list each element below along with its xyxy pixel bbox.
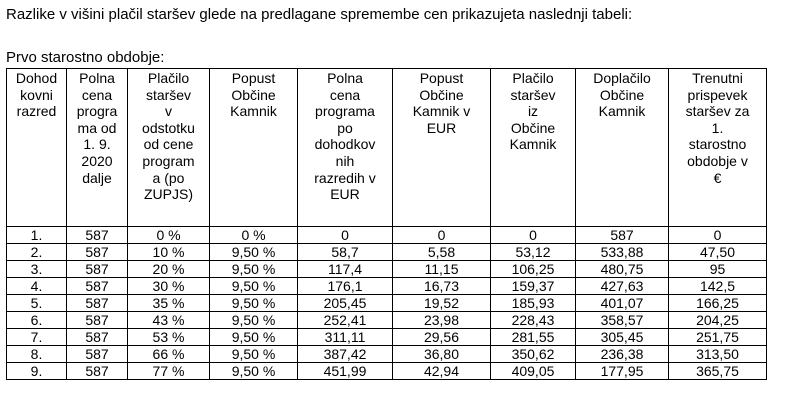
table-cell: 53,12	[491, 244, 576, 261]
table-row	[7, 278, 767, 295]
table-cell: 587	[67, 244, 128, 261]
column-header-7	[491, 69, 576, 227]
table-cell: 43 %	[128, 312, 210, 329]
column-header-line: Kamnik v	[412, 103, 471, 120]
table-cell: 587	[67, 295, 128, 312]
column-header-line: dalje	[82, 169, 112, 186]
table-cell: 587	[67, 363, 128, 380]
table-cell: 19,52	[393, 295, 491, 312]
table-cell: 9,50 %	[210, 278, 298, 295]
intro-text: Razlike v višini plačil staršev glede na predlagane spremembe cen prikazujeta naslednji tabeli:	[6, 6, 633, 23]
table-row	[7, 312, 767, 329]
column-header-line: razredih v	[314, 169, 376, 186]
table-cell: 205,45	[298, 295, 393, 312]
table-cell: 66 %	[128, 346, 210, 363]
table-cell: 117,4	[298, 261, 393, 278]
table-subtitle: Prvo starostno obdobje:	[6, 49, 165, 66]
table-cell: 305,45	[576, 329, 669, 346]
table-cell: 387,42	[298, 346, 393, 363]
table-cell: 587	[67, 312, 128, 329]
table-cell: 159,37	[491, 278, 576, 295]
table-cell: 587	[67, 278, 128, 295]
table-cell: 36,80	[393, 346, 491, 363]
column-header-line: Plačilo	[147, 70, 190, 86]
column-header-line: prispevek	[687, 86, 748, 103]
table-cell: 4.	[7, 278, 67, 295]
table-cell: 58,7	[298, 244, 393, 261]
column-header-line: dohodkov	[314, 136, 376, 153]
table-row	[7, 295, 767, 312]
table-cell: 251,75	[669, 329, 767, 346]
column-header-line: po	[337, 119, 353, 136]
column-header-line: Občine	[599, 86, 645, 103]
table-cell: 350,62	[491, 346, 576, 363]
column-header-line: staršev za	[685, 103, 750, 120]
column-header-4	[210, 69, 298, 227]
column-header-line: 2020	[81, 152, 113, 169]
table-cell: 29,56	[393, 329, 491, 346]
table-cell: 451,99	[298, 363, 393, 380]
column-header-line: starostno	[688, 136, 747, 153]
table-cell: 0	[669, 227, 767, 244]
table-cell: 177,95	[576, 363, 669, 380]
column-header-line: Trenutni	[692, 70, 743, 86]
table-cell: 142,5	[669, 278, 767, 295]
column-header-1	[7, 69, 67, 227]
table-cell: 5.	[7, 295, 67, 312]
table-body	[7, 227, 767, 380]
table-cell: 311,11	[298, 329, 393, 346]
table-cell: 313,50	[669, 346, 767, 363]
table-cell: 9,50 %	[210, 244, 298, 261]
column-header-line: od cene	[143, 136, 194, 153]
table-cell: 480,75	[576, 261, 669, 278]
column-header-line: nih	[335, 152, 355, 169]
column-header-line: 1. 9.	[83, 136, 111, 153]
column-header-line: Kamnik	[230, 103, 277, 120]
table-cell: 0	[491, 227, 576, 244]
column-header-line: Kamnik	[509, 136, 557, 153]
table-cell: 185,93	[491, 295, 576, 312]
column-header-line: Doplačilo	[593, 70, 651, 86]
table-cell: 9,50 %	[210, 363, 298, 380]
table-cell: 77 %	[128, 363, 210, 380]
column-header-2	[67, 69, 128, 227]
column-header-line: Dohod	[15, 70, 58, 86]
table-cell: 587	[576, 227, 669, 244]
table-cell: 42,94	[393, 363, 491, 380]
table-cell: 236,38	[576, 346, 669, 363]
column-header-line: Kamnik	[598, 103, 646, 120]
table-row	[7, 227, 767, 244]
column-header-line: programa	[315, 103, 375, 120]
table-cell: 20 %	[128, 261, 210, 278]
column-header-line: Plačilo	[512, 70, 554, 86]
table-cell: 9,50 %	[210, 261, 298, 278]
table-cell: 1.	[7, 227, 67, 244]
table-cell: 9.	[7, 363, 67, 380]
table-row	[7, 261, 767, 278]
column-header-line: Popust	[419, 70, 464, 86]
table-cell: 587	[67, 227, 128, 244]
column-header-line: Občine	[231, 86, 276, 103]
table-cell: 10 %	[128, 244, 210, 261]
table-cell: 533,88	[576, 244, 669, 261]
column-header-line: 1.	[711, 119, 724, 136]
column-header-line: odstotku	[142, 119, 195, 136]
table-row	[7, 329, 767, 346]
column-header-line: progra	[76, 103, 118, 120]
column-header-line: cena	[329, 86, 361, 103]
table-row	[7, 244, 767, 261]
table-cell: 427,63	[576, 278, 669, 295]
column-header-line: staršev	[510, 86, 556, 103]
table-cell: 7.	[7, 329, 67, 346]
table-cell: 95	[669, 261, 767, 278]
table-cell: 8.	[7, 346, 67, 363]
table-cell: 30 %	[128, 278, 210, 295]
table-cell: 23,98	[393, 312, 491, 329]
table-cell: 0	[393, 227, 491, 244]
table-cell: 6.	[7, 312, 67, 329]
column-header-line: Občine	[510, 119, 556, 136]
column-header-line: Popust	[231, 70, 276, 86]
table-cell: 409,05	[491, 363, 576, 380]
table-cell: 9,50 %	[210, 295, 298, 312]
column-header-line: Občine	[419, 86, 464, 103]
table-cell: 228,43	[491, 312, 576, 329]
column-header-line: Polna	[327, 70, 363, 86]
column-header-line: cena	[81, 86, 113, 103]
column-header-5	[298, 69, 393, 227]
table-cell: 166,25	[669, 295, 767, 312]
table-cell: 9,50 %	[210, 312, 298, 329]
column-header-line: staršev	[145, 86, 192, 103]
column-header-line: kovni	[20, 86, 53, 103]
table-cell: 401,07	[576, 295, 669, 312]
table-cell: 5,58	[393, 244, 491, 261]
column-header-line: Polna	[79, 70, 115, 86]
column-header-line: razred	[16, 103, 57, 120]
column-header-9	[669, 69, 767, 227]
table-row	[7, 346, 767, 363]
table-cell: 365,75	[669, 363, 767, 380]
table-cell: 0 %	[210, 227, 298, 244]
table-cell: 11,15	[393, 261, 491, 278]
table-cell: 281,55	[491, 329, 576, 346]
table-cell: 2.	[7, 244, 67, 261]
table-cell: 35 %	[128, 295, 210, 312]
table-cell: 47,50	[669, 244, 767, 261]
table-cell: 587	[67, 329, 128, 346]
table-cell: 358,57	[576, 312, 669, 329]
column-header-line: obdobje v	[687, 152, 748, 169]
column-header-line: a (po	[152, 169, 185, 186]
price-table	[6, 68, 767, 380]
table-cell: 53 %	[128, 329, 210, 346]
column-header-6	[393, 69, 491, 227]
table-cell: 587	[67, 346, 128, 363]
column-header-line: ZUPJS)	[144, 186, 193, 203]
table-cell: 0 %	[128, 227, 210, 244]
column-header-line: EUR	[330, 186, 360, 203]
table-cell: 3.	[7, 261, 67, 278]
table-cell: 106,25	[491, 261, 576, 278]
table-cell: 587	[67, 261, 128, 278]
column-header-line: v	[165, 103, 172, 120]
table-cell: 252,41	[298, 312, 393, 329]
column-header-line: program	[142, 152, 195, 169]
table-cell: 204,25	[669, 312, 767, 329]
table-row	[7, 363, 767, 380]
column-header-line: EUR	[426, 119, 457, 136]
table-cell: 0	[298, 227, 393, 244]
table-header	[7, 69, 767, 227]
table-cell: 9,50 %	[210, 329, 298, 346]
column-header-3	[128, 69, 210, 227]
column-header-line: iz	[527, 103, 539, 120]
table-cell: 9,50 %	[210, 346, 298, 363]
header-row	[7, 69, 767, 227]
table-cell: 16,73	[393, 278, 491, 295]
column-header-line: ma od	[77, 119, 117, 136]
column-header-line: €	[713, 169, 722, 186]
column-header-8	[576, 69, 669, 227]
table-cell: 176,1	[298, 278, 393, 295]
